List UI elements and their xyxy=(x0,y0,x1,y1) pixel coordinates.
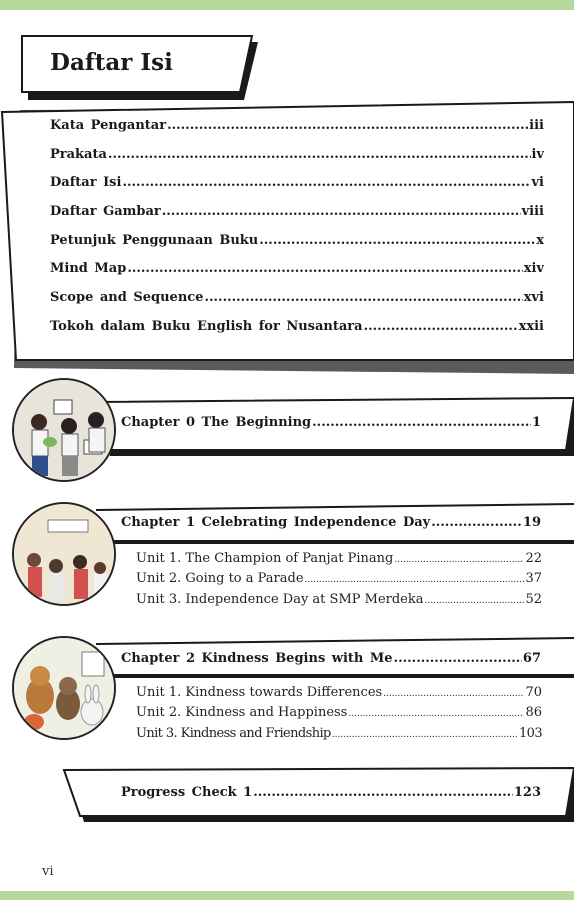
unit-entry[interactable]: Unit 3. Kindness and Friendship ..... 103 xyxy=(136,726,542,746)
toc-entry[interactable]: Mind Map ..... xiv xyxy=(50,261,544,290)
toc-entry[interactable]: Prakata ..... iv xyxy=(50,147,544,176)
chapter-1-illustration xyxy=(12,502,116,606)
chapter-1-link[interactable]: Chapter 1 Celebrating Independence Day ..... 19 xyxy=(121,515,541,530)
chapter-0-block xyxy=(0,378,574,488)
page-number: vi xyxy=(42,864,54,879)
unit-entry[interactable]: Unit 1. The Champion of Panjat Pinang ..... 22 xyxy=(136,551,542,571)
progress-check-block xyxy=(0,766,574,826)
chapter-1-block xyxy=(0,500,574,620)
chapter-1-units xyxy=(136,551,542,612)
toc-entry[interactable]: Daftar Gambar ..... viii xyxy=(50,204,544,233)
chapter-2-link[interactable]: Chapter 2 Kindness Begins with Me ..... 67 xyxy=(121,651,541,666)
toc-front-matter-box xyxy=(0,98,574,378)
chapter-0-illustration xyxy=(12,378,116,482)
toc-entry[interactable]: Daftar Isi ..... vi xyxy=(50,175,544,204)
chapter-2-illustration xyxy=(12,636,116,740)
unit-entry[interactable]: Unit 3. Independence Day at SMP Merdeka ..... 52 xyxy=(136,592,542,612)
toc-entry[interactable]: Petunjuk Penggunaan Buku ..... x xyxy=(50,233,544,262)
top-green-band xyxy=(0,0,574,10)
unit-entry[interactable]: Unit 2. Going to a Parade ..... 37 xyxy=(136,571,542,591)
bottom-green-band xyxy=(0,891,574,900)
unit-entry[interactable]: Unit 1. Kindness towards Differences ..... 70 xyxy=(136,685,542,705)
toc-entry[interactable]: Kata Pengantar ..... iii xyxy=(50,118,544,147)
chapter-2-units xyxy=(136,685,542,746)
toc-entry[interactable]: Tokoh dalam Buku English for Nusantara ..... xxii xyxy=(50,319,544,348)
chapter-0-link[interactable]: Chapter 0 The Beginning ..... 1 xyxy=(121,415,541,430)
page-title: Daftar Isi xyxy=(50,49,173,76)
toc-entry[interactable]: Scope and Sequence ..... xvi xyxy=(50,290,544,319)
chapter-2-block xyxy=(0,634,574,754)
progress-check-link[interactable]: Progress Check 1 ..... 123 xyxy=(121,785,541,800)
title-box xyxy=(18,34,258,102)
unit-entry[interactable]: Unit 2. Kindness and Happiness ..... 86 xyxy=(136,705,542,725)
